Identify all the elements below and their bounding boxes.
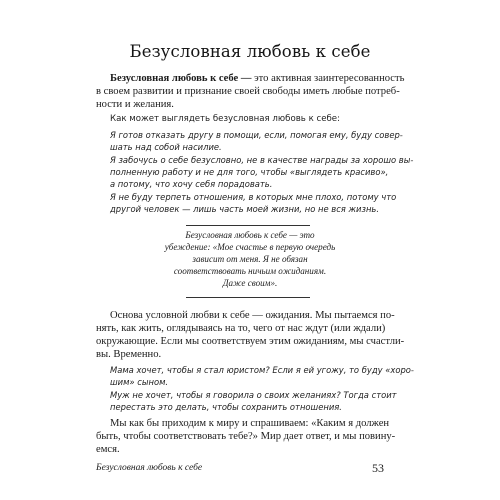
quote-line: соответствовать ничьим ожиданиям. [173, 266, 327, 276]
example-line: Я готов отказать другу в помощи, если, помогая ему, буду совер- [110, 130, 403, 140]
intro-line-2: в своем развитии и признание своей свободы иметь любые потреб- [96, 86, 400, 97]
quote-line: Безусловная любовь к себе — это [185, 230, 315, 240]
quote-line: Даже своим». [222, 278, 278, 288]
example-line: а потому, что хочу себя порадовать. [110, 179, 273, 189]
example-line: шим» сыном. [110, 377, 169, 387]
example-line: Муж не хочет, чтобы я говорила о своих желаниях? Тогда стоит [110, 390, 397, 400]
example-line: перестать это делать, чтобы сохранить отношения. [110, 402, 342, 412]
quote-top-rule [186, 225, 310, 226]
how-looks-line: Как может выглядеть безусловная любовь к себе: [110, 114, 340, 124]
body-line: Мы как бы приходим к миру и спрашиваем: «Каким я должен [110, 418, 390, 429]
body-line: Основа условной любви к себе — ожидания. Мы пытаемся по- [110, 310, 395, 321]
page-title: Безусловная любовь к себе [129, 42, 371, 61]
body-line: окружающие. Если мы соответствуем этим ожиданиям, мы счастли- [96, 336, 405, 347]
example-line: Мама хочет, чтобы я стал юристом? Если я ей угожу, то буду «хоро- [110, 365, 414, 375]
intro-term: Безусловная любовь к себе — [110, 73, 252, 84]
body-line: нять, как жить, оглядываясь на то, чего от нас ждут (или ждали) [96, 323, 386, 334]
running-title: Безусловная любовь к себе [96, 463, 203, 473]
intro-line-3: ности и желания. [96, 99, 174, 110]
body-line: быть, чтобы соответствовать тебе?» Мир дает ответ, и мы повину- [96, 431, 396, 442]
example-line: Я не буду терпеть отношения, в которых мне плохо, потому что [110, 192, 397, 202]
quote-bottom-rule [186, 297, 310, 298]
page-number: 53 [372, 461, 384, 475]
body-line: вы. Временно. [96, 349, 162, 360]
body-line: емся. [96, 444, 120, 455]
intro-line-1: Безусловная любовь к себе — это активная заинтересованность [110, 73, 405, 84]
example-line: полненную работу и не для того, чтобы «выглядеть красиво», [110, 167, 389, 177]
example-line: Я забочусь о себе безусловно, не в качестве награды за хорошо вы- [110, 155, 414, 165]
quote-line: убеждение: «Мое счастье в первую очередь [164, 242, 336, 252]
example-line: шать над собой насилие. [110, 142, 222, 152]
example-line: другой человек — лишь часть моей жизни, но не вся жизнь. [110, 204, 380, 214]
quote-line: зависит от меня. Я не обязан [192, 254, 308, 264]
